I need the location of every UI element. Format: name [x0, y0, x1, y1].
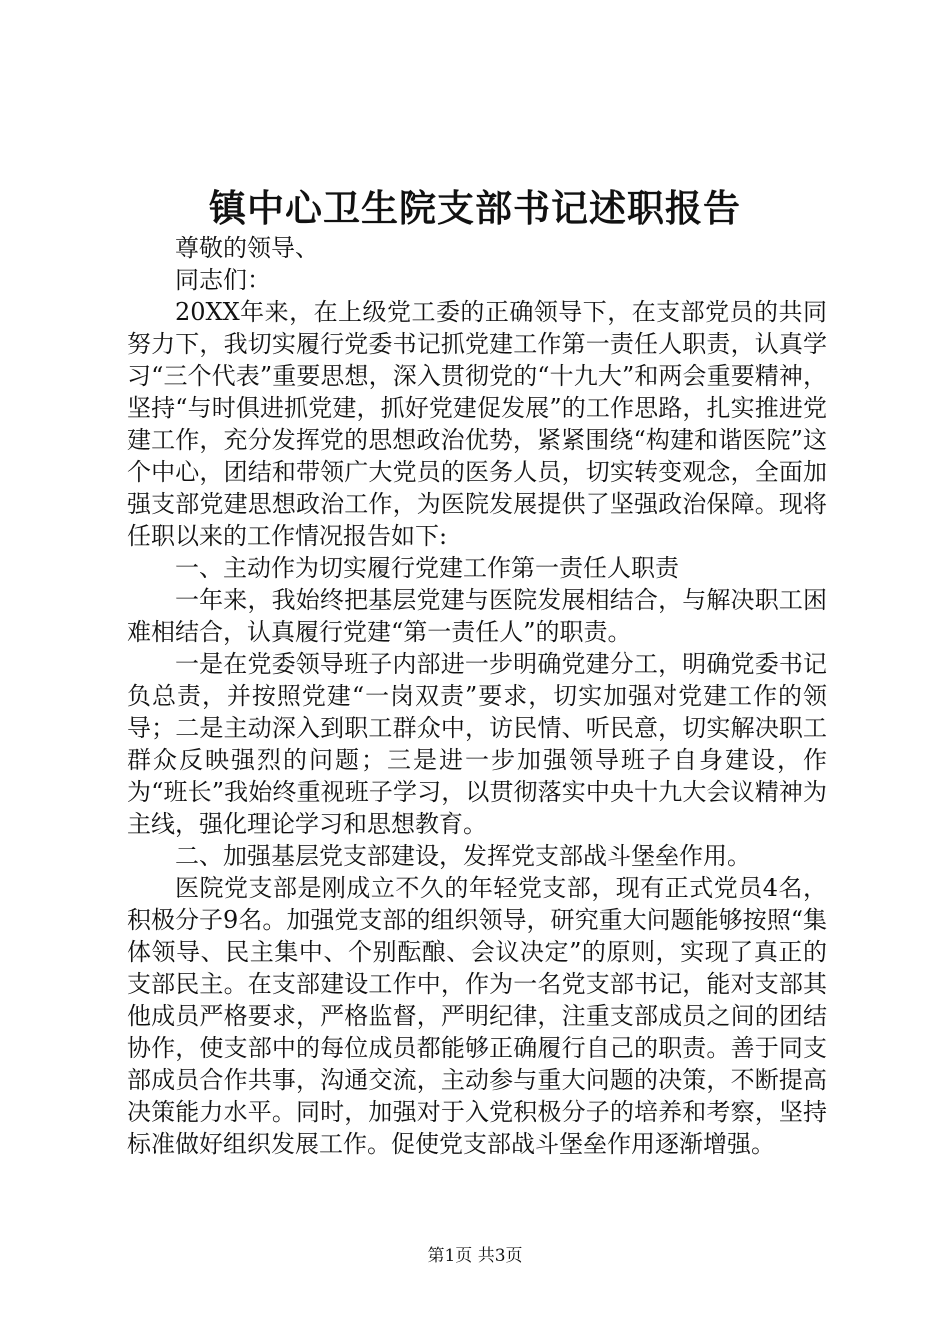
- page-footer: 第1页 共3页: [427, 1246, 523, 1266]
- section-heading-1: 一、主动作为切实履行党建工作第一责任人职责: [175, 554, 679, 582]
- paragraph-intro: 20XX年来，在上级党工委的正确领导下，在支部党员的共同努力下，我切实履行党委书记抓党建工作第一责任人职责，认真学习“三个代表”重要思想，深入贯彻党的“十九大”和两会重要精神，坚持“与时俱进抓党建，抓好党建促发展”的工作思路，扎实推进党建工作，充分发挥党的思想政治优势，紧紧围绕“构建和谐医院”这个中心，团结和带领广大党员的医务人员，切实转变观念，全面加强支部党建思想政治工作，为医院发展提供了坚强政治保障。现将任职以来的工作情况报告如下:: [127, 298, 827, 550]
- salutation-line-2: 同志们：: [175, 266, 271, 294]
- document-title: 镇中心卫生院支部书记述职报告: [209, 186, 741, 230]
- document-body: [127, 232, 827, 1160]
- salutation-line-1: 尊敬的领导、: [175, 234, 319, 262]
- paragraph: 医院党支部是刚成立不久的年轻党支部，现有正式党员4名，积极分子9名。加强党支部的组织领导，研究重大问题能够按照“集体领导、民主集中、个别酝酿、会议决定”的原则，实现了真正的支部民主。在支部建设工作中，作为一名党支部书记，能对支部其他成员严格要求，严格监督，严明纪律，注重支部成员之间的团结协作，使支部中的每位成员都能够正确履行自己的职责。善于同支部成员合作共事，沟通交流，主动参与重大问题的决策，不断提高决策能力水平。同时，加强对于入党积极分子的培养和考察，坚持标准做好组织发展工作。促使党支部战斗堡垒作用逐渐增强。: [127, 874, 827, 1158]
- paragraph: 一年来，我始终把基层党建与医院发展相结合，与解决职工困难相结合，认真履行党建“第一责任人”的职责。: [127, 586, 827, 646]
- section-heading-2: 二、加强基层党支部建设，发挥党支部战斗堡垒作用。: [175, 842, 751, 870]
- paragraph: 一是在党委领导班子内部进一步明确党建分工，明确党委书记负总责，并按照党建“一岗双责”要求，切实加强对党建工作的领导；二是主动深入到职工群众中，访民情、听民意，切实解决职工群众反映强烈的问题；三是进一步加强领导班子自身建设，作为“班长”我始终重视班子学习，以贯彻落实中央十九大会议精神为主线，强化理论学习和思想教育。: [127, 650, 827, 838]
